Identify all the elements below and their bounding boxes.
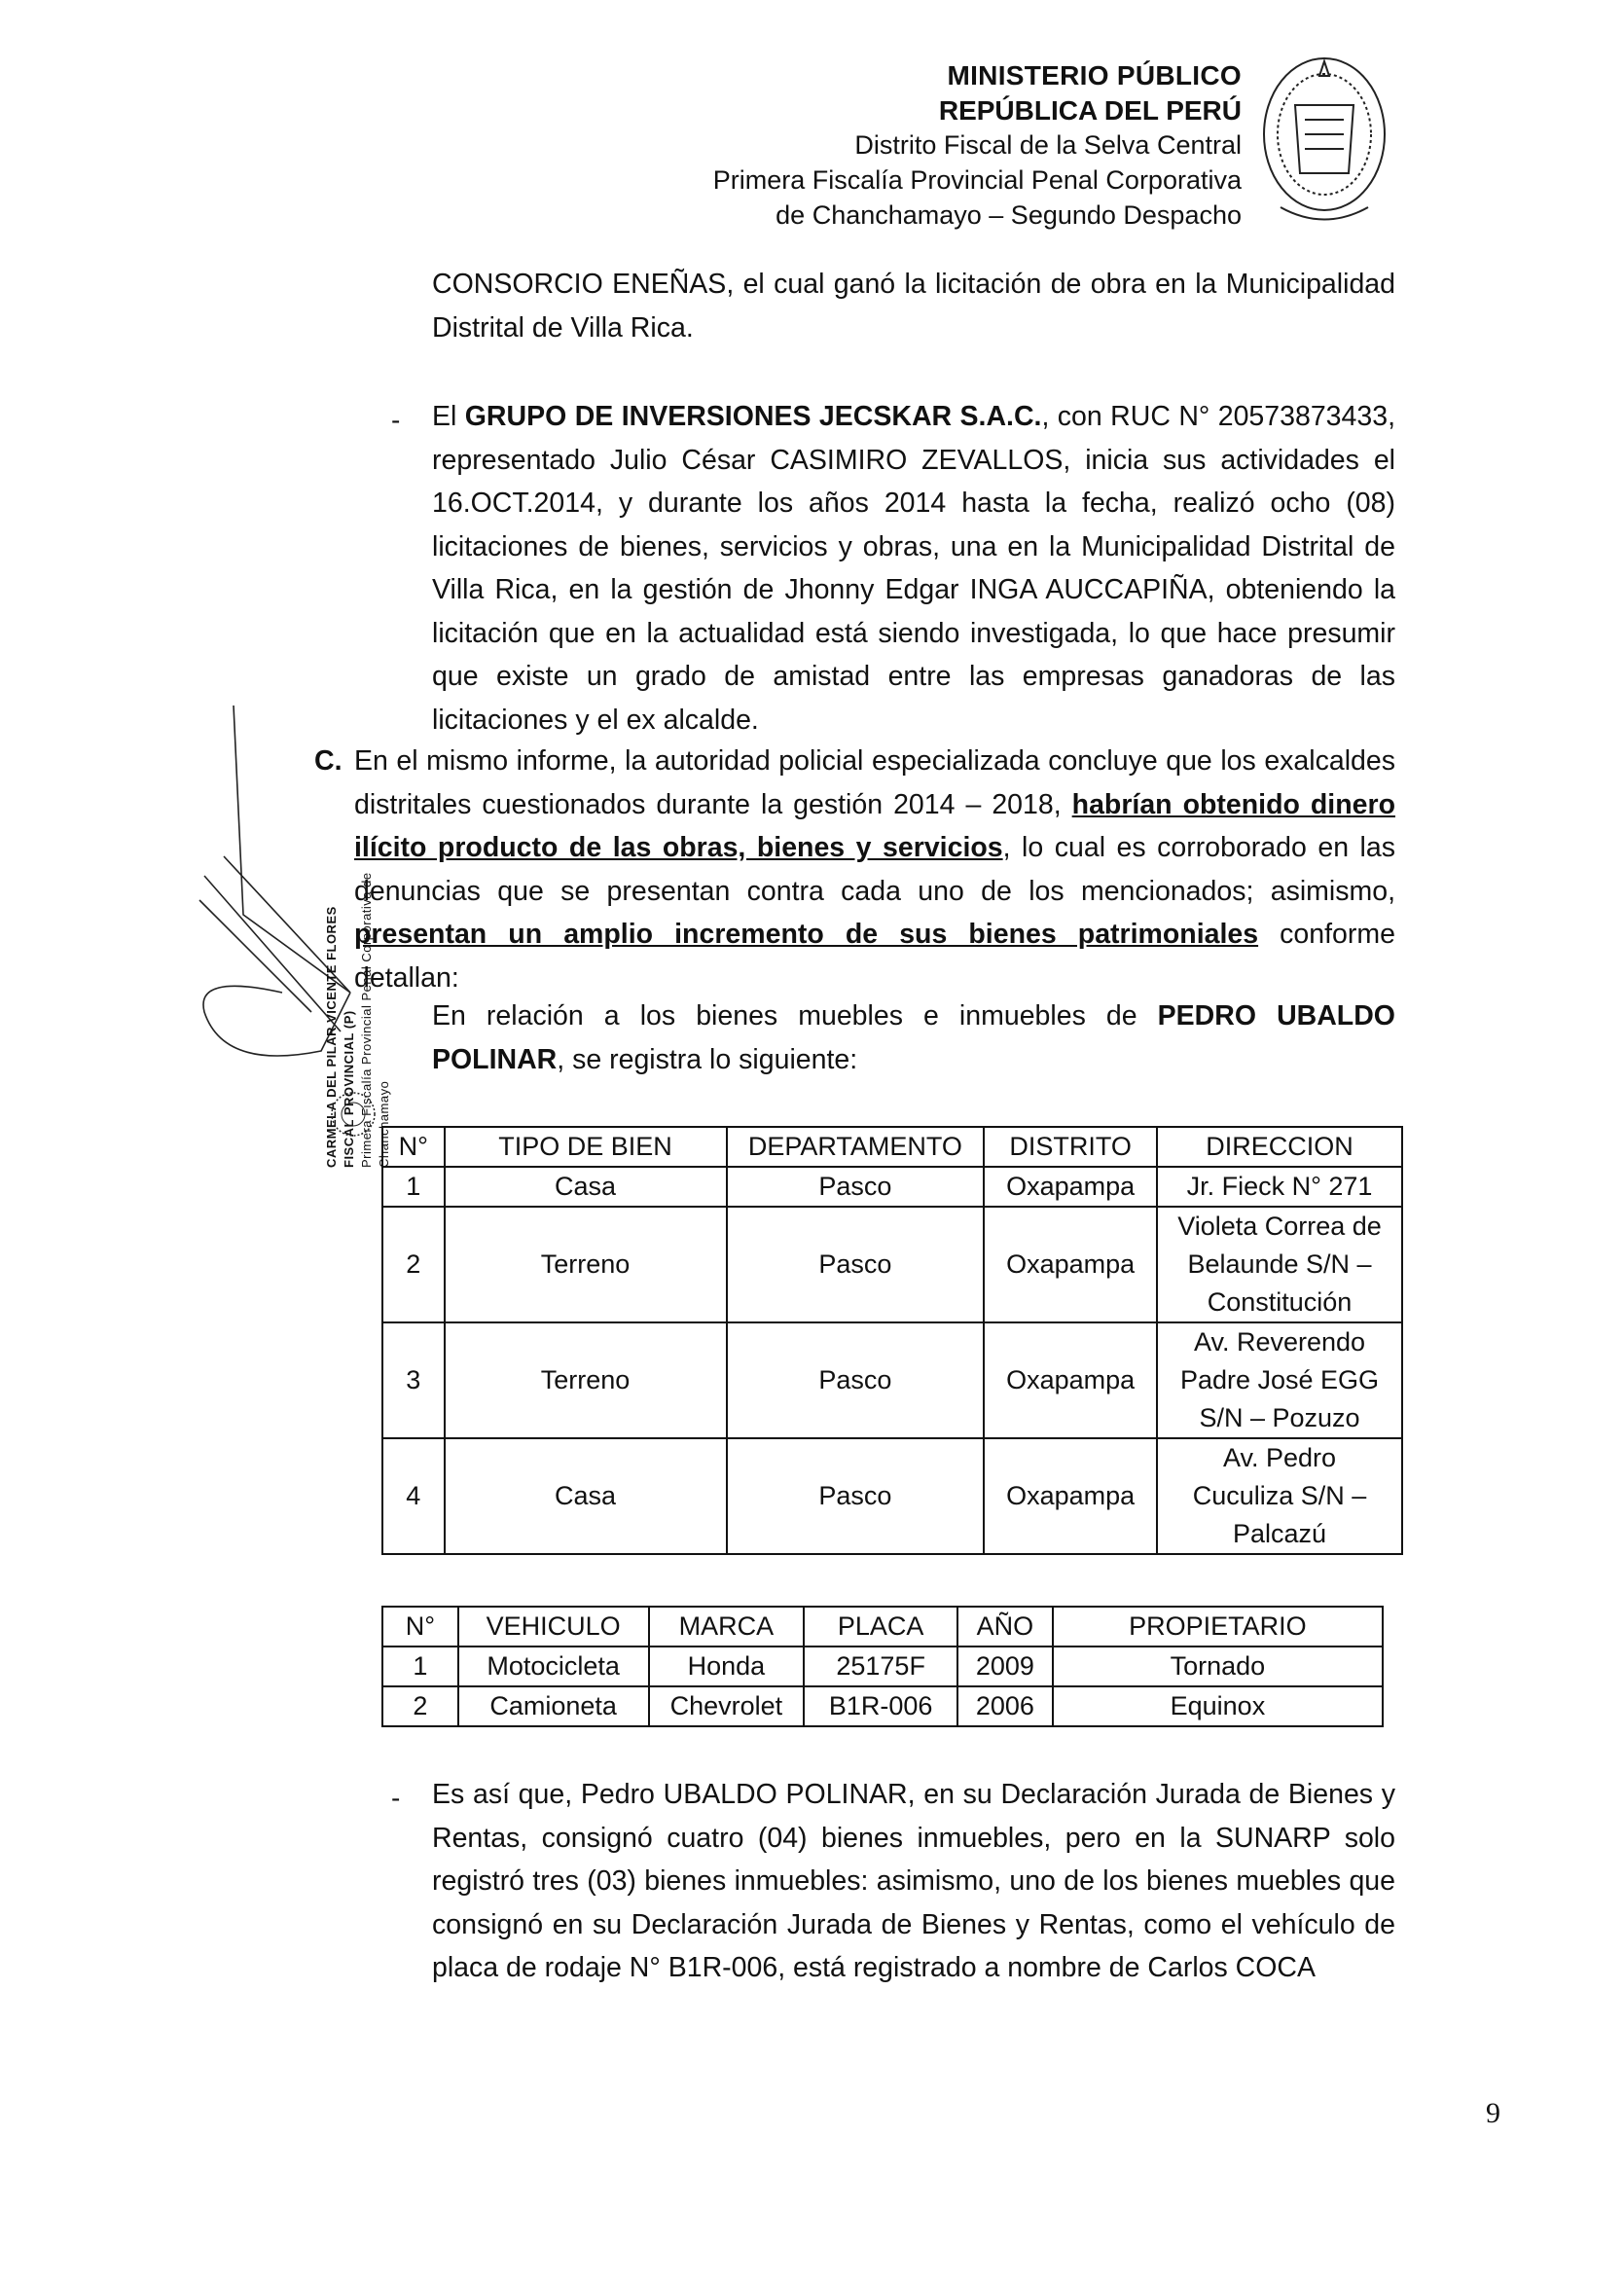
person-name: PEDRO UBALDO POLINAR (432, 1000, 1395, 1075)
table-row: 1 Motocicleta Honda 25175F 2009 Tornado (382, 1647, 1383, 1686)
section-letter: C. (314, 745, 343, 777)
col-header: DEPARTAMENTO (727, 1127, 985, 1167)
ministry-seal-icon (1251, 37, 1397, 232)
bullet-dash: - (391, 405, 401, 435)
header-district: Distrito Fiscal de la Selva Central (854, 130, 1242, 160)
page-number: 9 (1486, 2097, 1500, 2129)
header-country: REPÚBLICA DEL PERÚ (938, 95, 1242, 126)
table-row: 4 Casa Pasco Oxapampa Av. Pedro Cuculiza S/N – Palcazú (382, 1438, 1402, 1554)
finding-illicit-money: habrían obtenido dinero ilícito producto de las obras, bienes y servicios (354, 788, 1395, 863)
col-header: N° (382, 1127, 445, 1167)
col-header: PROPIETARIO (1053, 1607, 1383, 1647)
table-row: 3 Terreno Pasco Oxapampa Av. Reverendo Padre José EGG S/N – Pozuzo (382, 1322, 1402, 1438)
col-header: DIRECCION (1157, 1127, 1402, 1167)
property-table (381, 1126, 1403, 1555)
col-header: PLACA (804, 1607, 957, 1647)
stamp-seal-icon (329, 1090, 378, 1139)
intro-paragraph: CONSORCIO ENEÑAS, el cual ganó la licitación de obra en la Municipalidad Distrital de Villa Rica. (432, 269, 1395, 344)
table-header-row (382, 1127, 1402, 1167)
bullet-dash: - (391, 1783, 401, 1813)
col-header: MARCA (649, 1607, 805, 1647)
col-header: DISTRITO (984, 1127, 1157, 1167)
bullet-paragraph-ubaldo: Es así que, Pedro UBALDO POLINAR, en su Declaración Jurada de Bienes y Rentas, consignó cuatro (04) bienes inmuebles, pero en la SUNARP solo registró tres (03) bienes inmuebles: asimismo, uno de los bienes muebles que consignó en su Declaración Jurada de Bienes y Rentas, como el vehículo de placa de rodaje N° B1R-006, está registrado a nombre de Carlos COCA (432, 1779, 1395, 1983)
sub-paragraph: En relación a los bienes muebles e inmuebles de PEDRO UBALDO POLINAR, se registra lo siguiente: (432, 1000, 1395, 1075)
table-row: 1 Casa Pasco Oxapampa Jr. Fieck N° 271 (382, 1167, 1402, 1207)
col-header: N° (382, 1607, 458, 1647)
table-header-row (382, 1607, 1383, 1647)
section-c-paragraph: En el mismo informe, la autoridad policial especializada concluye que los exalcaldes distritales cuestionados durante la gestión 2014 – 2018, habrían obtenido dinero ilícito producto de las obras, bienes y servicios, lo cual es corroborado en las denuncias que se presentan contra cada uno de los mencionados; asimismo, presentan un amplio incremento de sus bienes patrimoniales conforme detallan: (354, 745, 1395, 994)
header-office: Primera Fiscalía Provincial Penal Corporativa (712, 165, 1242, 195)
official-stamp: CARMELA DEL PILAR VICENTE FLORES FISCAL PROVINCIAL (P) Primera Fiscalía Provincial Penal Corporativa de Chanchamayo (324, 872, 391, 1168)
company-name: GRUPO DE INVERSIONES JECSKAR S.A.C. (464, 401, 1042, 432)
bullet-paragraph-jecskar: El GRUPO DE INVERSIONES JECSKAR S.A.C., con RUC N° 20573873433, representado Julio César CASIMIRO ZEVALLOS, inicia sus actividades el 16.OCT.2014, y durante los años 2014 hasta la fecha, realizó ocho (08) licitaciones de bienes, servicios y obras, una en la Municipalidad Distrital de Villa Rica, en la gestión de Jhonny Edgar INGA AUCCAPIÑA, obteniendo la licitación que en la actualidad está siendo investigada, lo que hace presumir que existe un grado de amistad entre las empresas ganadoras de las licitaciones y el ex alcalde. (432, 401, 1395, 736)
header-ministry: MINISTERIO PÚBLICO (947, 60, 1242, 90)
col-header: VEHICULO (458, 1607, 649, 1647)
finding-asset-increase: presentan un amplio incremento de sus bienes patrimoniales (354, 919, 1259, 950)
col-header: AÑO (957, 1607, 1053, 1647)
vehicle-table (381, 1606, 1384, 1727)
header-office-branch: de Chanchamayo – Segundo Despacho (776, 200, 1242, 230)
table-row: 2 Camioneta Chevrolet B1R-006 2006 Equinox (382, 1686, 1383, 1726)
table-row: 2 Terreno Pasco Oxapampa Violeta Correa de Belaunde S/N – Constitución (382, 1207, 1402, 1322)
col-header: TIPO DE BIEN (445, 1127, 727, 1167)
